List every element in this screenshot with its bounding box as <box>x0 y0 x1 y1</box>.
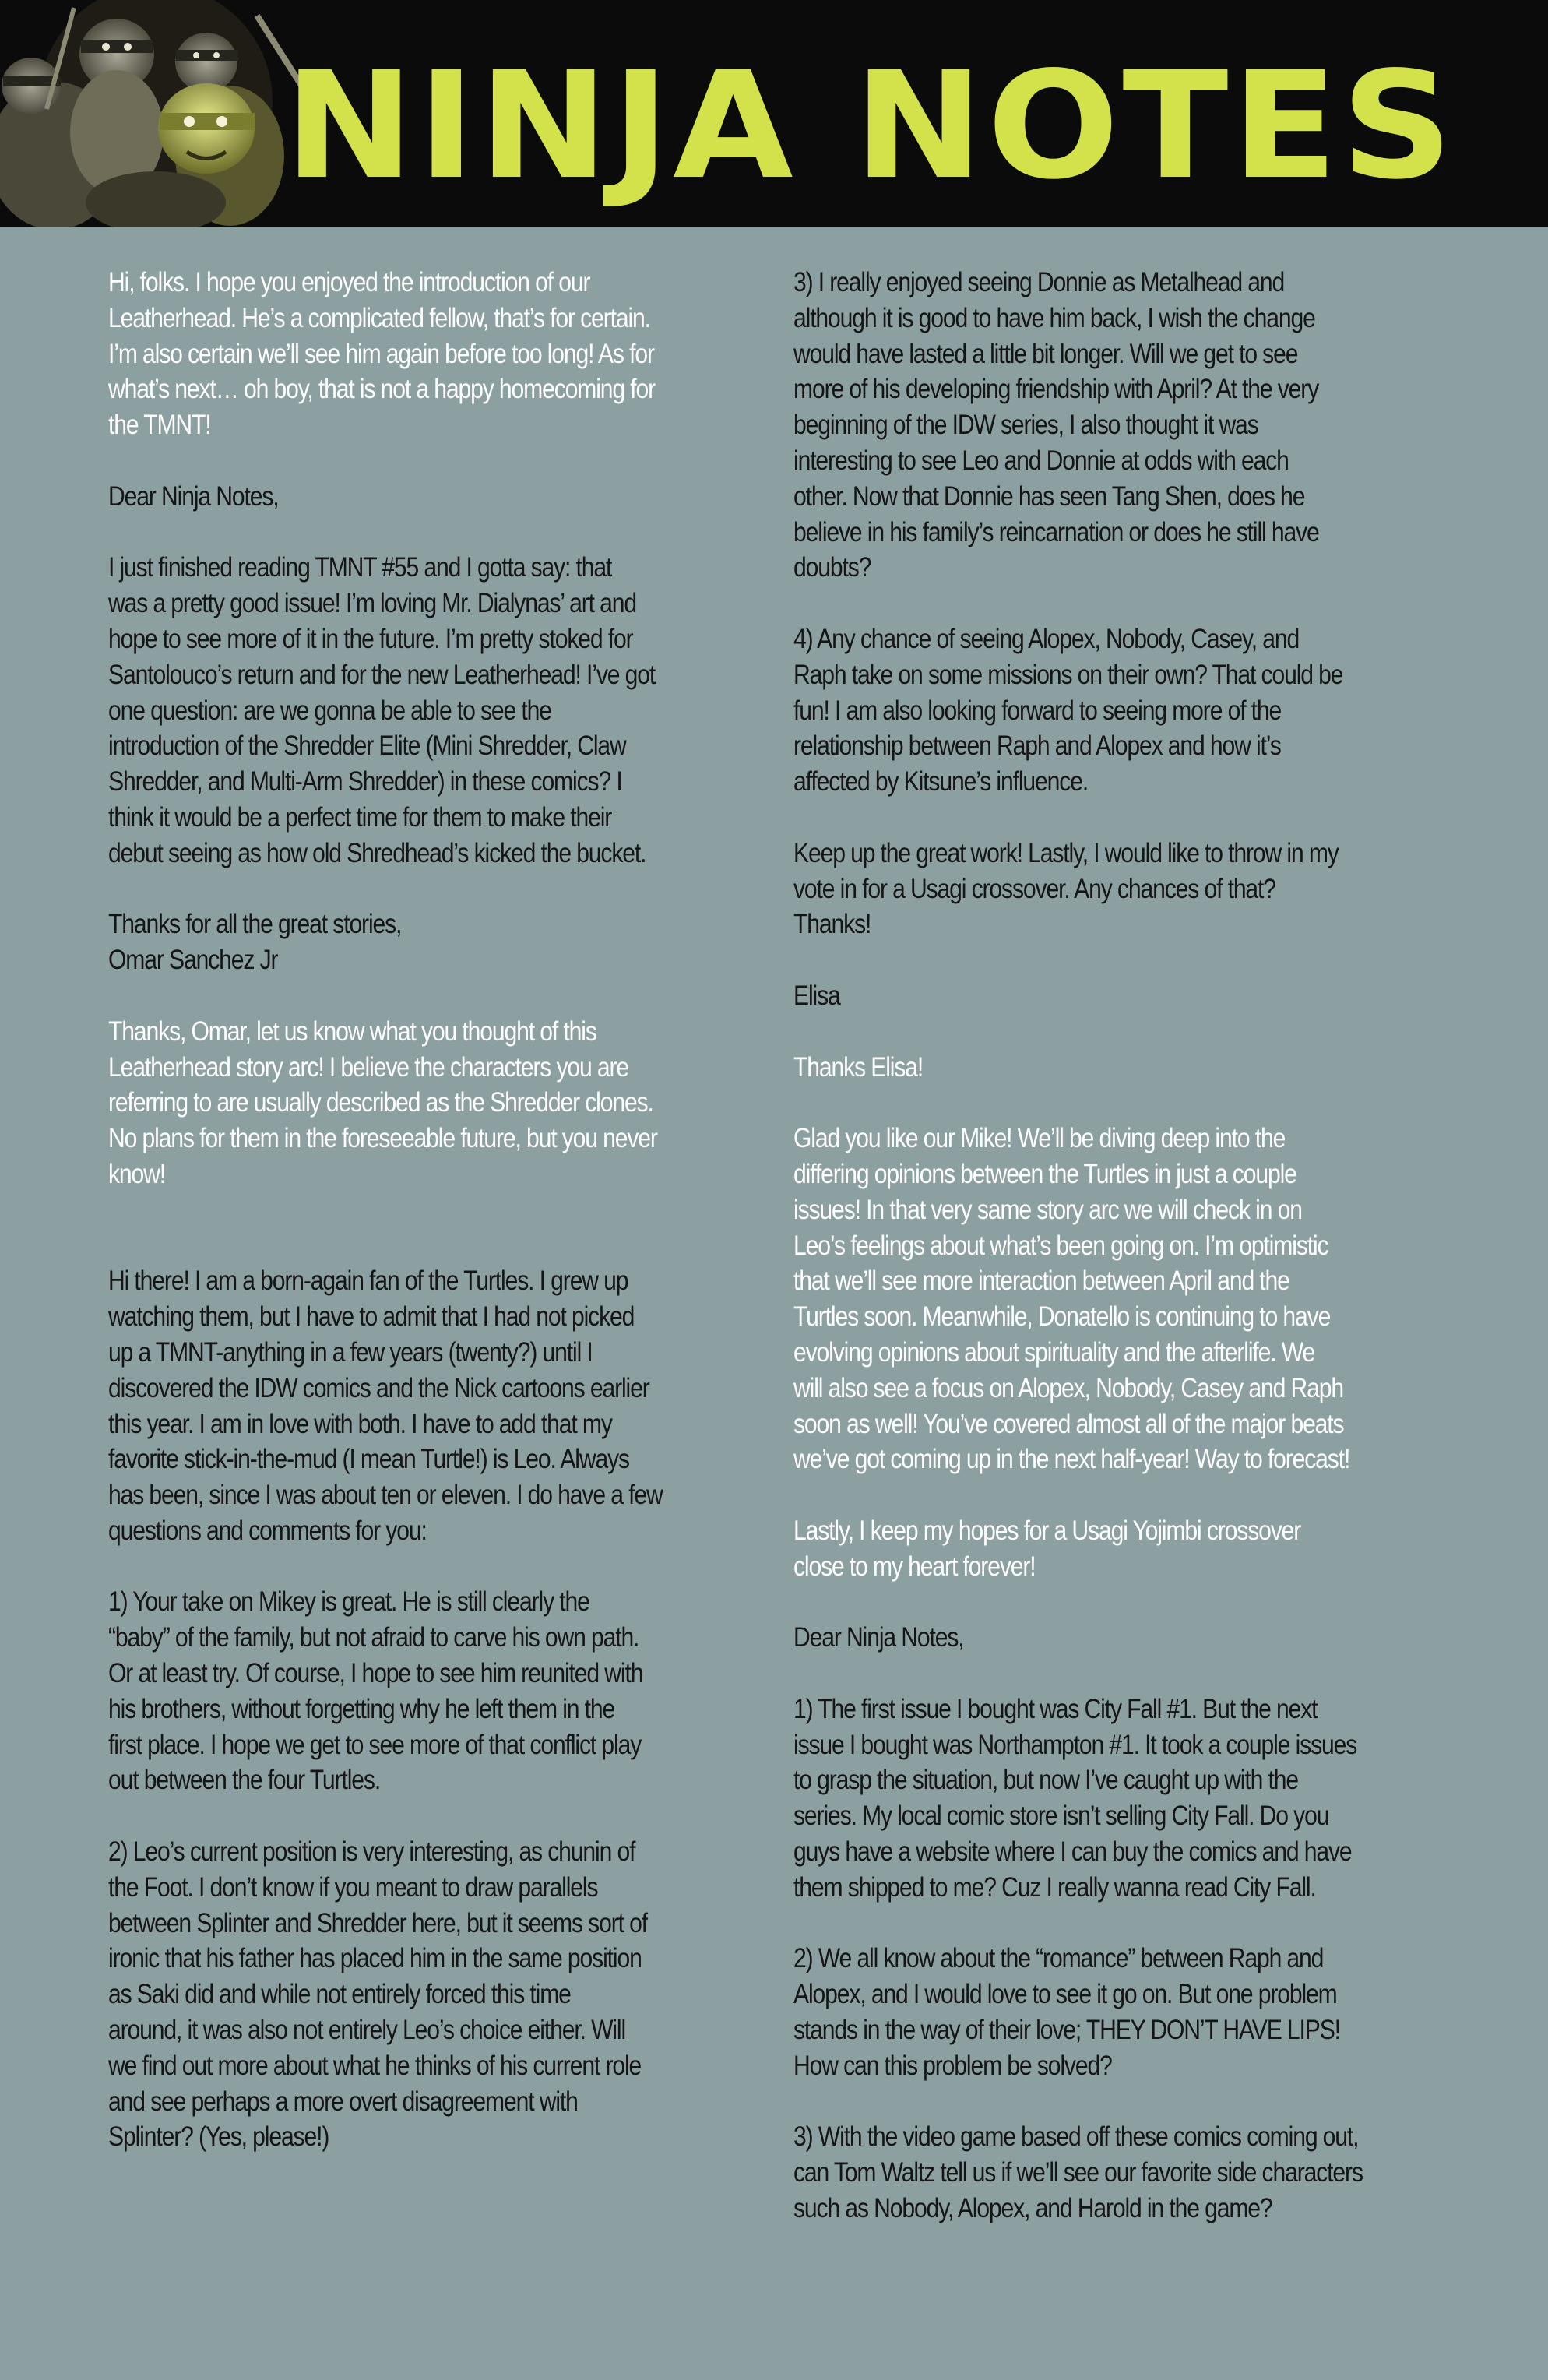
letter-signature: Elisa <box>793 980 840 1011</box>
letter-body: 1) The first issue I bought was City Fall #1. But the next issue I bought was Northampton #1. It took a couple issues to grasp the situation, but now I’ve caught up with the series. My local comic store isn’t selling City Fall. Do you guys have a website where I can buy the comics and have them shipped to me? Cuz I really wanna read City Fall. <box>793 1693 1357 1903</box>
editor-reply: Lastly, I keep my hopes for a Usagi Yojimbi crossover close to my heart forever! <box>793 1515 1301 1582</box>
letter-salutation: Dear Ninja Notes, <box>108 481 279 512</box>
letter-signature: Thanks for all the great stories, Omar Sanchez Jr <box>108 909 402 976</box>
page-title: NINJA NOTES <box>284 40 1457 212</box>
right-column <box>793 265 1497 2227</box>
editor-reply: Thanks, Omar, let us know what you thought of this Leatherhead story arc! I believe the characters you are referring to are usually described as the Shredder clones. No plans for them in the foreseeable future, but you never know! <box>108 1016 657 1189</box>
editor-reply: Thanks Elisa! <box>793 1051 924 1083</box>
letter-salutation: Dear Ninja Notes, <box>793 1622 964 1653</box>
letter-body: Hi there! I am a born-again fan of the Turtles. I grew up watching them, but I have to admit that I had not picked up a TMNT-anything in a few years (twenty?) until I discovered the IDW comics and the Nick cartoons earlier this year. I am in love with both. I have to add that my favorite stick-in-the-mud (I mean Turtle!) is Leo. Always has been, since I was about ten or eleven. I do have a few questions and comments for you: <box>108 1266 663 1546</box>
header-banner <box>0 0 1548 227</box>
editor-intro: Hi, folks. I hope you enjoyed the introduction of our Leatherhead. He’s a complicated fellow, that’s for certain. I’m also certain we’ll see him again before too long! As for what’s next… oh boy, that is not a happy homecoming for the TMNT! <box>108 267 656 441</box>
left-column <box>108 265 752 2155</box>
letter-body: 3) I really enjoyed seeing Donnie as Metalhead and although it is good to have him back, I wish the change would have lasted a little bit longer. Will we get to see more of his developing friendship with April? At the very beginning of the IDW series, I also thought it was interesting to see Leo and Donnie at odds with each other. Now that Donnie has seen Tang Shen, does he believe in his family’s reincarnation or does he still have doubts? <box>793 267 1319 583</box>
turtles-illustration-icon <box>0 0 319 227</box>
letter-body: 3) With the video game based off these comics coming out, can Tom Waltz tell us if we’ll see our favorite side characters such as Nobody, Alopex, and Harold in the game? <box>793 2121 1363 2224</box>
letter-body: I just finished reading TMNT #55 and I gotta say: that was a pretty good issue! I’m loving Mr. Dialynas’ art and hope to see more of it in the future. I’m pretty stoked for Santolouco’s return and for the new Leatherhead! I’ve got one question: are we gonna be able to see the introduction of the Shredder Elite (Mini Shredder, Claw Shredder, and Multi-Arm Shredder) in these comics? I think it would be a perfect time for them to make their debut seeing as how old Shredhead’s kicked the bucket. <box>108 552 656 868</box>
letter-body: 2) Leo’s current position is very interesting, as chunin of the Foot. I don’t know if you meant to draw parallels between Splinter and Shredder here, but it seems sort of ironic that his father has placed him in the same position as Saki did and while not entirely forced this time around, it was also not entirely Leo’s choice either. Will we find out more about what he thinks of his current role and see perhaps a more overt disagreement with Splinter? (Yes, please!) <box>108 1836 648 2153</box>
editor-reply: Glad you like our Mike! We’ll be diving deep into the differing opinions between the Turtles in just a couple issues! In that very same story arc we will check in on Leo’s feelings about what’s been going on. I’m optimistic that we’ll see more interaction between April and the Turtles soon. Meanwhile, Donatello is continuing to have evolving opinions about spirituality and the afterlife. We will also see a focus on Alopex, Nobody, Casey and Raph soon as well! You’ve covered almost all of the major beats we’ve got coming up in the next half-year! Way to forecast! <box>793 1123 1350 1475</box>
letter-body: Keep up the great work! Lastly, I would like to throw in my vote in for a Usagi crossover. Any chances of that? Thanks! <box>793 837 1339 940</box>
letter-body: 4) Any chance of seeing Alopex, Nobody, Casey, and Raph take on some missions on their own? That could be fun! I am also looking forward to seeing more of the relationship between Raph and Alopex and how it’s affected by Kitsune’s influence. <box>793 623 1343 797</box>
letter-body: 1) Your take on Mikey is great. He is still clearly the “baby” of the family, but not afraid to carve his own path. Or at least try. Of course, I hope to see him reunited with his brothers, without forgetting why he left them in the first place. I hope we get to see more of that conflict play out between the four Turtles. <box>108 1586 643 1796</box>
letter-body: 2) We all know about the “romance” between Raph and Alopex, and I would love to see it go on. But one problem stands in the way of their love; THEY DON’T HAVE LIPS! How can this problem be solved? <box>793 1943 1340 2081</box>
